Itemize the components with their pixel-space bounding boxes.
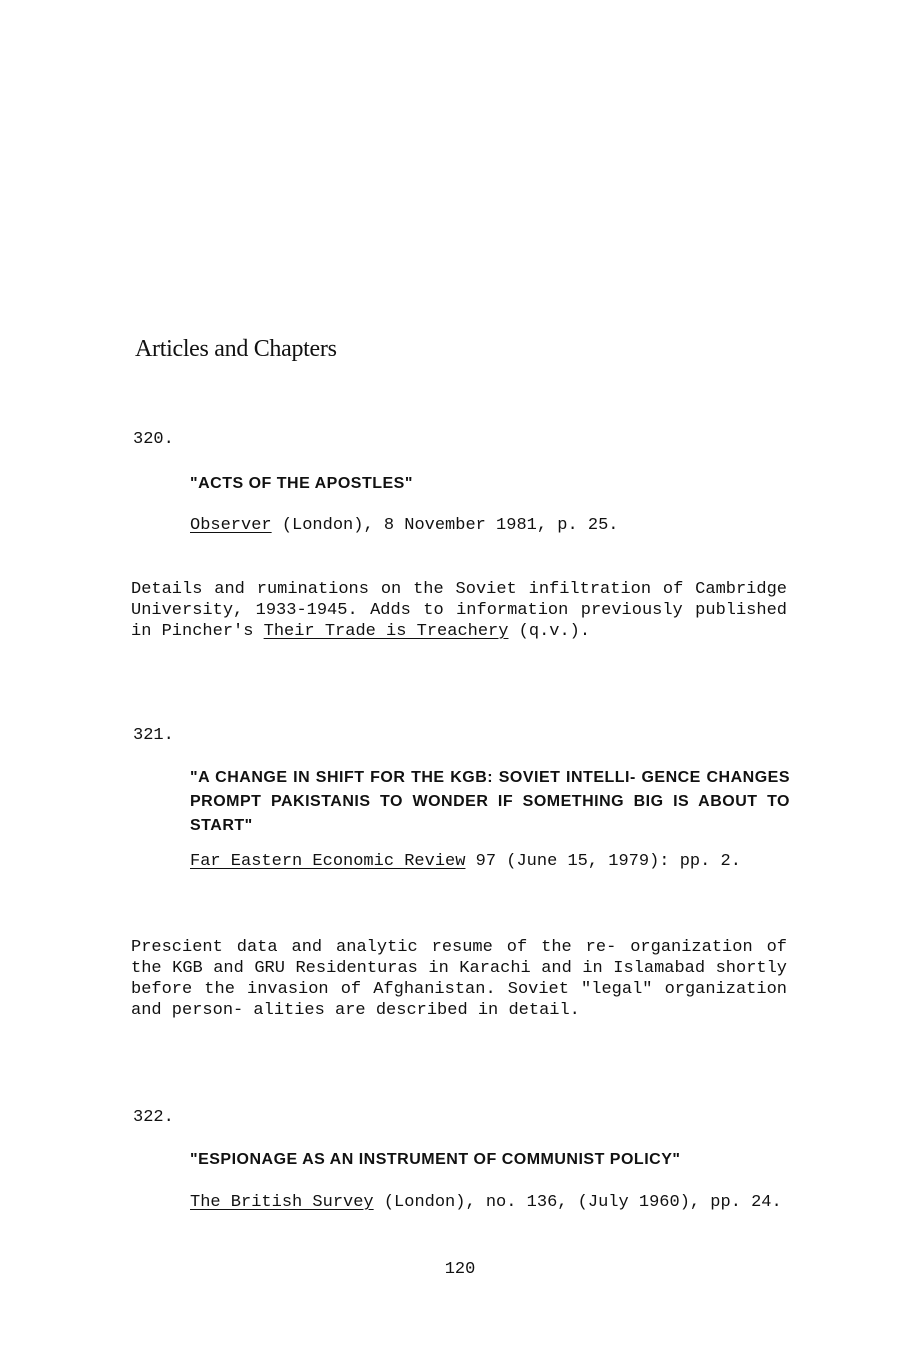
citation-details: (London), 8 November 1981, p. 25. — [271, 516, 619, 535]
entry-title: "ESPIONAGE AS AN INSTRUMENT OF COMMUNIST POLICY" — [190, 1151, 681, 1168]
entry-annotation — [131, 937, 787, 1021]
annotation-text: Prescient data and analytic resume of the re- organization of the KGB and GRU Residenturas in Karachi and in Islamabad shortly before the invasion of Afghanistan. Soviet "legal" organization and person- alities are described in detail. — [131, 938, 787, 1020]
entry-citation-322 — [190, 1192, 790, 1213]
entry-title: "ACTS OF THE APOSTLES" — [190, 475, 413, 492]
citation-details: (London), no. 136, (July 1960), pp. 24. — [373, 1193, 782, 1212]
journal-name: Far Eastern Economic Review — [190, 852, 466, 871]
journal-name: Observer — [190, 516, 272, 535]
annotation-book-title: Their Trade is Treachery — [263, 622, 509, 641]
entry-annotation — [131, 579, 787, 642]
entry-number: 321. — [133, 726, 174, 745]
section-heading: Articles and Chapters — [135, 336, 337, 362]
entry-citation — [190, 515, 790, 536]
entry-number: 322. — [133, 1108, 174, 1127]
page-number: 120 — [444, 1260, 476, 1279]
entry-title: "A CHANGE IN SHIFT FOR THE KGB: SOVIET INTELLI- GENCE CHANGES PROMPT PAKISTANIS TO WONDER IF SOMETHING BIG IS ABOUT TO START" — [190, 769, 790, 834]
entry-number: 320. — [133, 430, 174, 449]
annotation-text-end: (q.v.). — [508, 622, 591, 641]
citation-details: 97 (June 15, 1979): pp. 2. — [465, 852, 741, 871]
journal-name: The British Survey — [190, 1193, 374, 1212]
entry-citation — [190, 851, 790, 872]
annotation-text: Details and ruminations on the Soviet infiltration of Cambridge University, 1933-1945. Adds to information previously published in Pincher's — [131, 580, 787, 641]
